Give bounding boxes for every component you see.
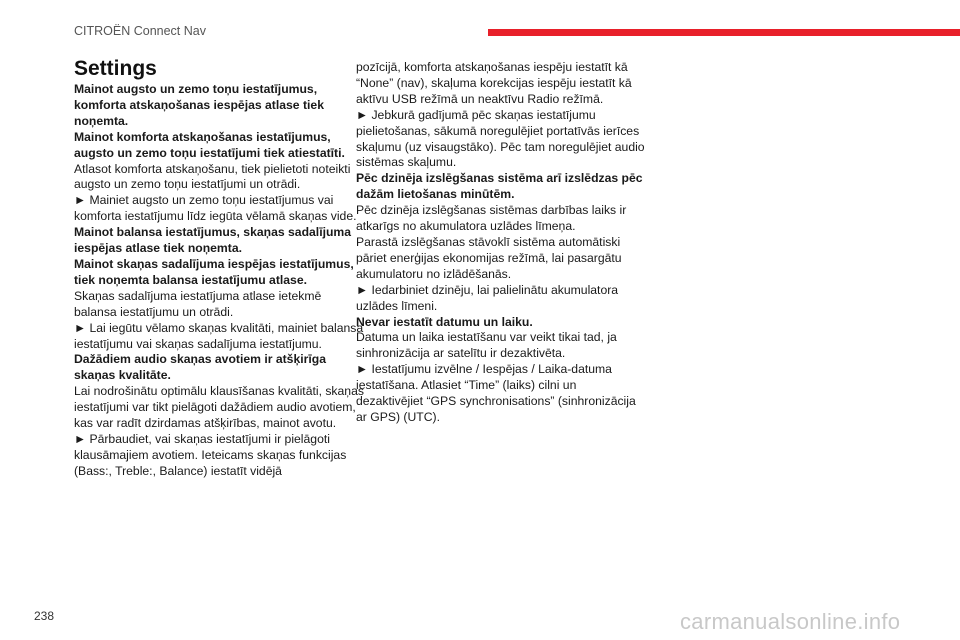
paragraph: Pēc dzinēja izslēgšanas sistēma arī izslēdzas pēc dažām lietošanas minūtēm. <box>356 171 643 202</box>
paragraph: Nevar iestatīt datumu un laiku. <box>356 314 533 329</box>
paragraph: Datuma un laika iestatīšanu var veikt tikai tad, ja sinhronizācija ar satelītu ir dezaktivēta. <box>356 330 617 361</box>
paragraph: Mainot balansa iestatījumus, skaņas sadalījuma iespējas atlase tiek noņemta. <box>74 225 352 256</box>
left-column <box>74 56 364 480</box>
paragraph: ► Iedarbiniet dzinēju, lai palielinātu akumulatora uzlādes līmeni. <box>356 282 619 313</box>
paragraph: ► Mainiet augsto un zemo toņu iestatījumus vai komforta iestatījumu līdz iegūta vēlamā skaņas vide. <box>74 193 357 224</box>
page-number: 238 <box>34 609 55 623</box>
watermark: carmanualsonline.info <box>680 609 901 634</box>
section-heading: Settings <box>74 57 157 80</box>
paragraph: ► Pārbaudiet, vai skaņas iestatījumi ir pielāgoti klausāmajiem avotiem. Ieteicams skaņas funkcijas (Bass:, Treble:, Balance) iestatīt vidējā <box>74 431 347 478</box>
paragraph: Skaņas sadalījuma iestatījuma atlase ietekmē balansa iestatījumu un otrādi. <box>74 288 322 319</box>
paragraph: Mainot skaņas sadalījuma iespējas iestatījumus, tiek noņemta balansa iestatījumu atlase. <box>74 256 354 287</box>
paragraph: Mainot augsto un zemo toņu iestatījumus, komforta atskaņošanas iespējas atlase tiek noņemta. <box>74 82 324 128</box>
paragraph: ► Lai iegūtu vēlamo skaņas kvalitāti, mainiet balansa iestatījumu vai skaņas sadalījuma iestatījumu. <box>74 320 364 351</box>
paragraph: Parastā izslēgšanas stāvoklī sistēma automātiski pāriet enerģijas ekonomijas režīmā, lai pasargātu akumulatoru no izlādēšanās. <box>356 234 622 281</box>
paragraph: pozīcijā, komforta atskaņošanas iespēju iestatīt kā “None” (nav), skaļuma korekcijas iespēju iestatīt kā aktīvu USB režīmā un neaktīvu Radio režīmā. <box>356 60 632 106</box>
paragraph: ► Iestatījumu izvēlne / Iespējas / Laika-datuma iestatīšana. Atlasiet “Time” (laiks) cilni un dezaktivējiet “GPS synchronisations” (sinhronizācija ar GPS) (UTC). <box>356 362 636 424</box>
paragraph: Atlasot komforta atskaņošanu, tiek pielietoti noteikti augsto un zemo toņu iestatījumi un otrādi. <box>74 161 351 192</box>
header-accent-bar <box>488 29 960 36</box>
paragraph: Lai nodrošinātu optimālu klausīšanas kvalitāti, skaņas iestatījumi var tikt pielāgoti dažādiem audio avotiem, kas var radīt dzirdamas atšķirības, mainot avotu. <box>74 384 364 431</box>
paragraph: Dažādiem audio skaņas avotiem ir atšķirīga skaņas kvalitāte. <box>74 352 326 383</box>
paragraph: Pēc dzinēja izslēgšanas sistēmas darbības laiks ir atkarīgs no akumulatora uzlādes līmeņa. <box>356 203 627 234</box>
right-column <box>356 60 646 426</box>
header-title: CITROËN Connect Nav <box>74 24 206 38</box>
paragraph: ► Jebkurā gadījumā pēc skaņas iestatījumu pielietošanas, sākumā noregulējiet portatīvās ierīces skaļumu (uz visaugstāko). Pēc tam noregulējiet audio sistēmas skaļumu. <box>356 107 645 170</box>
paragraph: Mainot komforta atskaņošanas iestatījumus, augsto un zemo toņu iestatījumi tiek atiestatīti. <box>74 129 345 160</box>
